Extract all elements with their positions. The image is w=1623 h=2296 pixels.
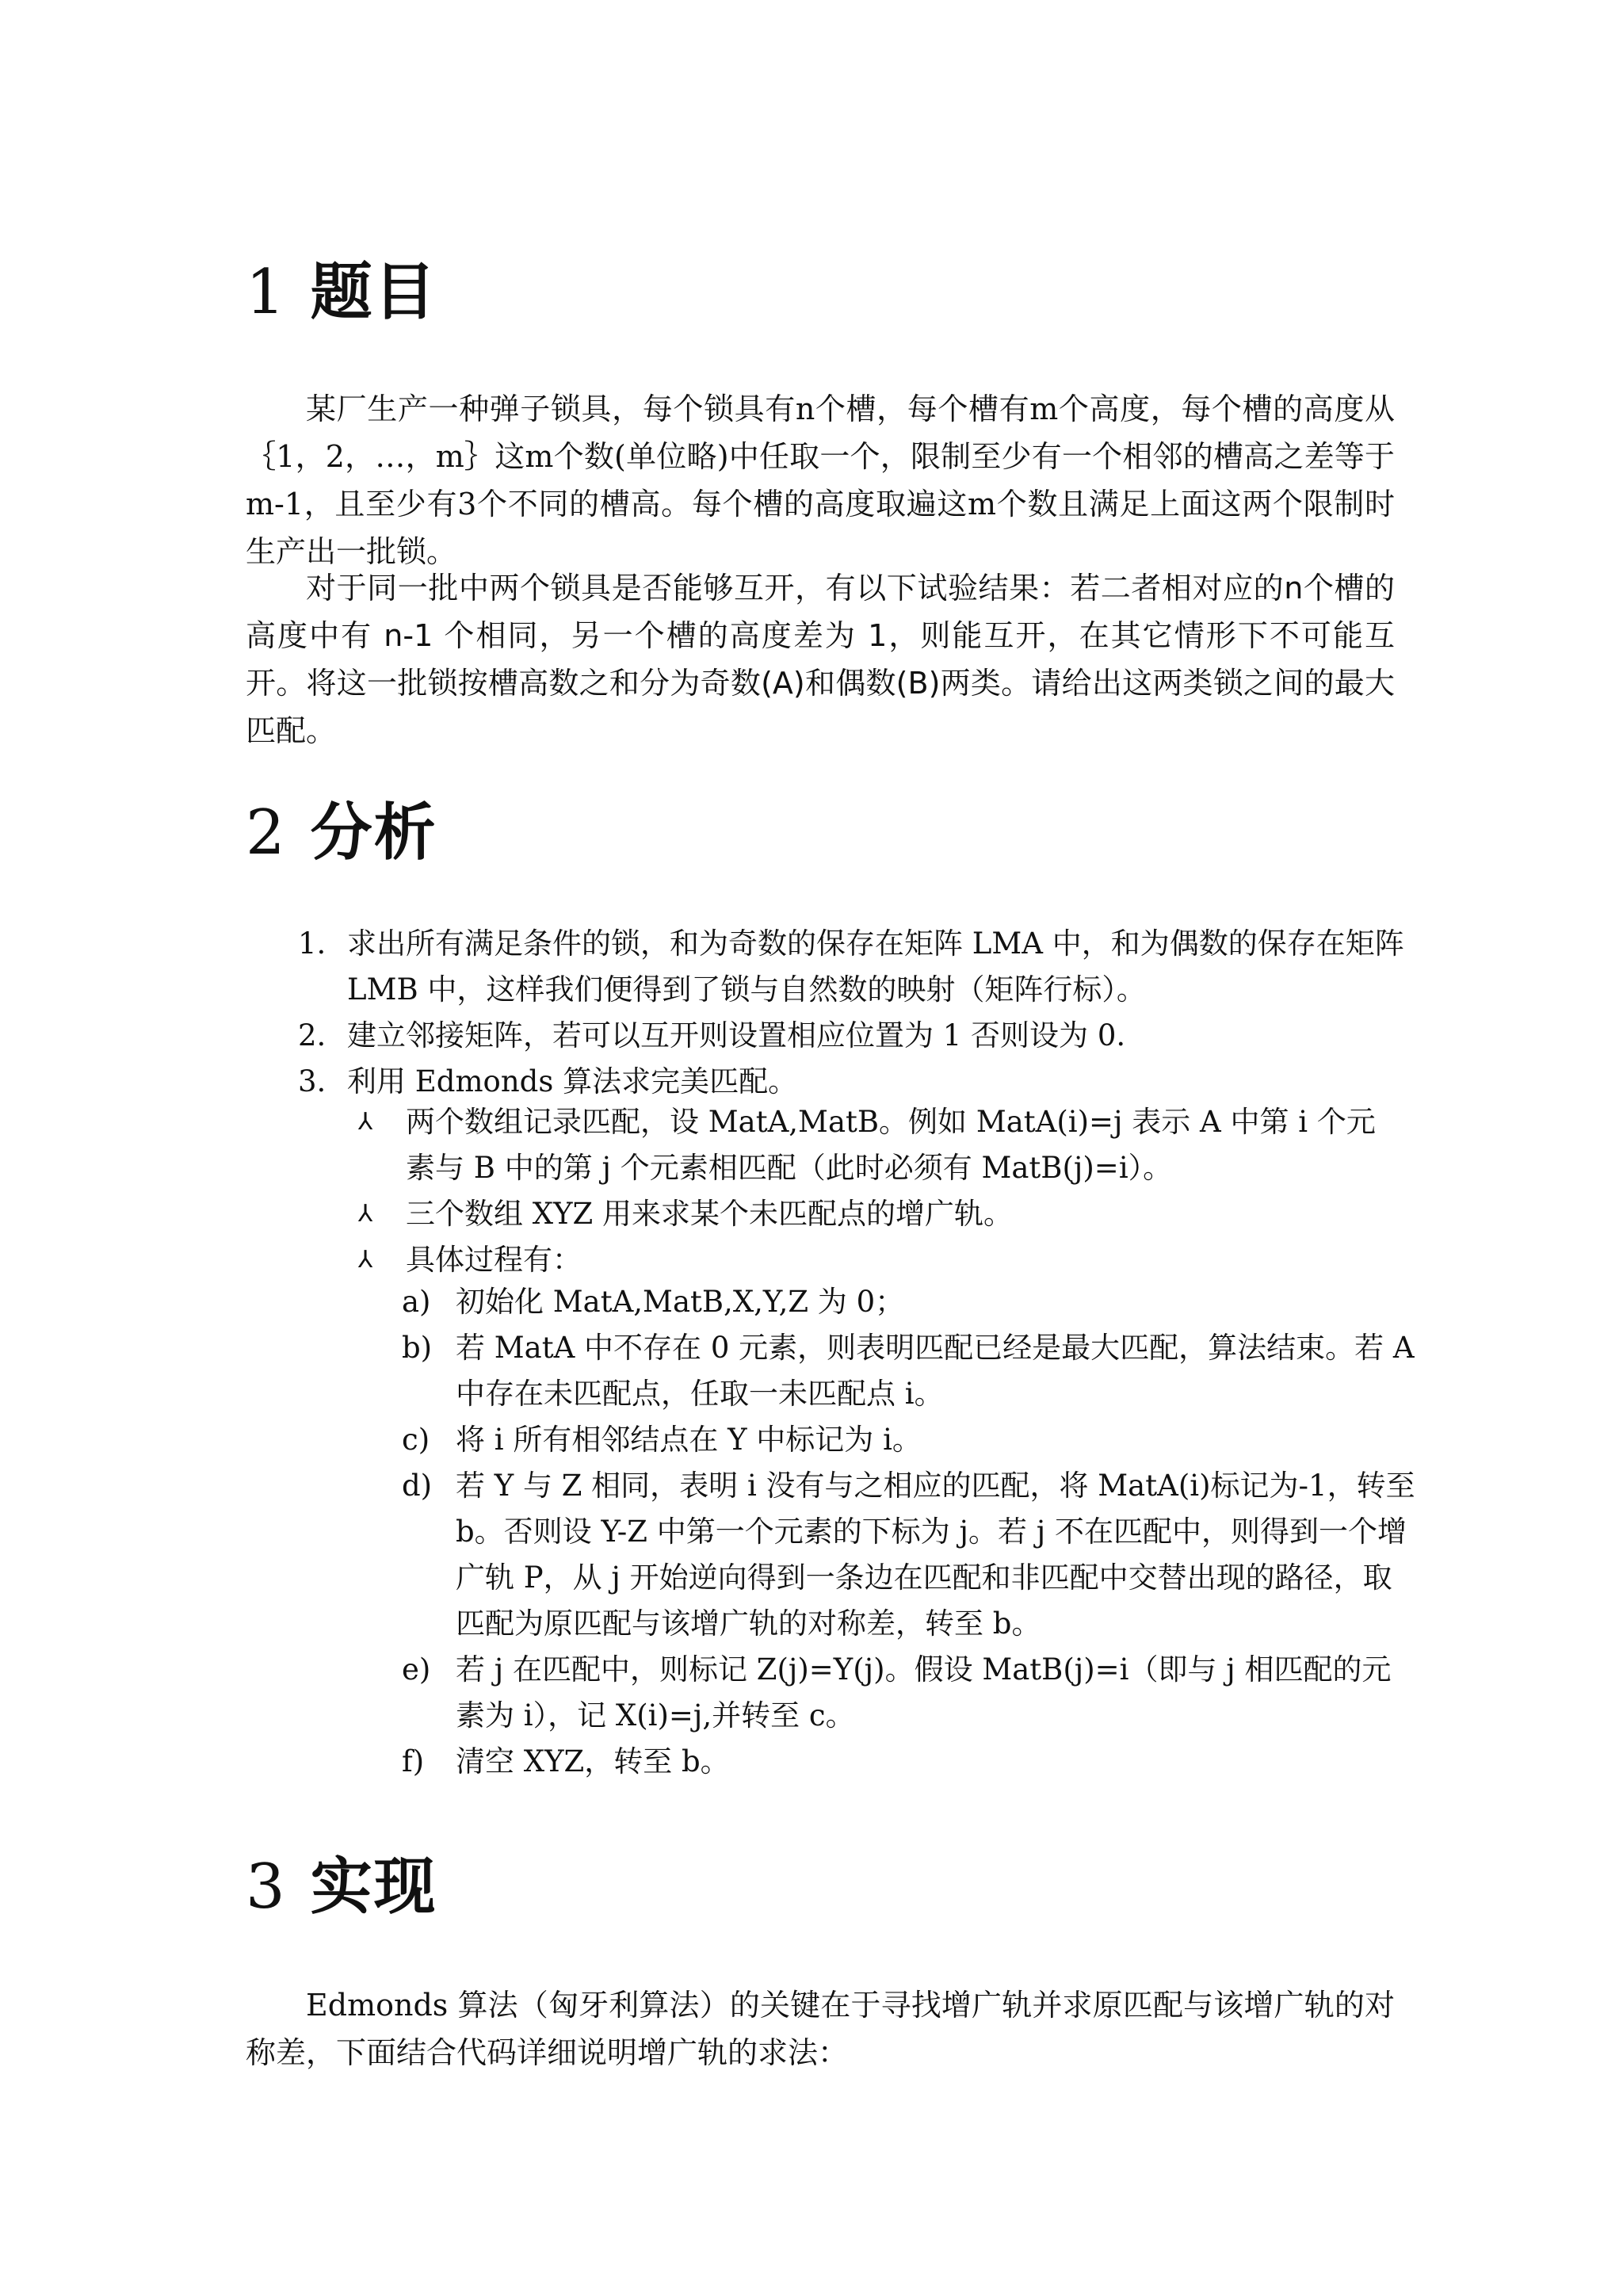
section-heading-implementation bbox=[246, 1851, 437, 1923]
list-item bbox=[298, 1013, 1407, 1059]
bullet-text: 具体过程有： bbox=[406, 1243, 582, 1277]
step-item bbox=[402, 1325, 1416, 1417]
bullet-item bbox=[357, 1191, 1403, 1237]
step-item bbox=[402, 1279, 1416, 1325]
bullet-text: 三个数组 XYZ 用来求某个未匹配点的增广轨。 bbox=[406, 1197, 1013, 1231]
bullet-icon: ⅄ bbox=[358, 1200, 373, 1228]
section-number: 3 bbox=[246, 1851, 287, 1923]
list-marker: 1. bbox=[298, 926, 327, 961]
section-heading-analysis bbox=[246, 797, 437, 869]
section-number: 1 bbox=[246, 257, 287, 328]
list-marker: 3. bbox=[298, 1064, 327, 1098]
section-number: 2 bbox=[246, 797, 287, 869]
step-text: 若 Y 与 Z 相同，表明 i 没有与之相应的匹配，将 MatA(i)标记为-1，转至 b。否则设 Y-Z 中第一个元素的下标为 j。若 j 不在匹配中，则得到一个增广轨 P，从 j 开始逆向得到一条边在匹配和非匹配中交替出现的路径，取匹配为原匹配与该增广轨的对称差，转至 b。 bbox=[456, 1469, 1415, 1641]
bullet-icon: ⅄ bbox=[358, 1246, 373, 1274]
step-text: 清空 XYZ，转至 b。 bbox=[456, 1744, 730, 1778]
step-text: 初始化 MatA,MatB,X,Y,Z 为 0； bbox=[456, 1285, 905, 1319]
list-item bbox=[298, 1059, 1407, 1105]
list-item-text: 利用 Edmonds 算法求完美匹配。 bbox=[347, 1064, 798, 1098]
step-item bbox=[402, 1463, 1416, 1647]
step-marker: a) bbox=[402, 1285, 431, 1319]
problem-paragraph-2: 对于同一批中两个锁具是否能够互开，有以下试验结果：若二者相对应的n个槽的高度中有 n-1 个相同，另一个槽的高度差为 1，则能互开，在其它情形下不可能互开。将这一批锁按槽高数之和分为奇数(A)和偶数(B)两类。请给出这两类锁之间的最大匹配。 bbox=[246, 571, 1395, 748]
section-title: 实现 bbox=[310, 1851, 437, 1923]
step-item bbox=[402, 1417, 1416, 1463]
list-item-text: 建立邻接矩阵，若可以互开则设置相应位置为 1 否则设为 0. bbox=[347, 1018, 1126, 1052]
bullet-item bbox=[357, 1099, 1403, 1191]
step-marker: f) bbox=[402, 1744, 425, 1778]
algorithm-steps-list bbox=[402, 1279, 1416, 1785]
step-marker: d) bbox=[402, 1469, 433, 1503]
bullet-text: 两个数组记录匹配，设 MatA,MatB。例如 MatA(i)=j 表示 A 中第 i 个元素与 B 中的第 j 个元素相匹配（此时必须有 MatB(j)=i）。 bbox=[406, 1105, 1376, 1185]
step-item bbox=[402, 1739, 1416, 1785]
list-item bbox=[298, 921, 1407, 1013]
section-title: 题目 bbox=[310, 257, 437, 328]
step-marker: b) bbox=[402, 1331, 433, 1365]
list-item-text: 求出所有满足条件的锁，和为奇数的保存在矩阵 LMA 中，和为偶数的保存在矩阵 LMB 中，这样我们便得到了锁与自然数的映射（矩阵行标）。 bbox=[347, 926, 1404, 1007]
bullet-icon: ⅄ bbox=[358, 1108, 373, 1136]
step-item bbox=[402, 1647, 1416, 1739]
section-title: 分析 bbox=[310, 797, 437, 869]
problem-paragraph-1: 某厂生产一种弹子锁具，每个锁具有n个槽，每个槽有m个高度，每个槽的高度从｛1，2，…，m｝这m个数(单位略)中任取一个，限制至少有一个相邻的槽高之差等于m-1，且至少有3个不同的槽高。每个槽的高度取遍这m个数且满足上面这两个限制时生产出一批锁。 bbox=[246, 392, 1395, 569]
step-text: 将 i 所有相邻结点在 Y 中标记为 i。 bbox=[456, 1423, 922, 1457]
implementation-paragraph: Edmonds 算法（匈牙利算法）的关键在于寻找增广轨并求原匹配与该增广轨的对称差，下面结合代码详细说明增广轨的求法： bbox=[246, 1988, 1395, 2070]
analysis-numbered-list bbox=[298, 921, 1407, 1105]
step-marker: e) bbox=[402, 1652, 431, 1687]
bullet-item bbox=[357, 1237, 1403, 1283]
list-marker: 2. bbox=[298, 1018, 327, 1052]
step-text: 若 j 在匹配中，则标记 Z(j)=Y(j)。假设 MatB(j)=i（即与 j 相匹配的元素为 i），记 X(i)=j,并转至 c。 bbox=[456, 1652, 1392, 1733]
step-text: 若 MatA 中不存在 0 元素，则表明匹配已经是最大匹配，算法结束。若 A 中存在未匹配点，任取一未匹配点 i。 bbox=[456, 1331, 1415, 1411]
analysis-bullet-list bbox=[357, 1099, 1403, 1283]
section-heading-problem bbox=[246, 257, 437, 328]
step-marker: c) bbox=[402, 1423, 430, 1457]
